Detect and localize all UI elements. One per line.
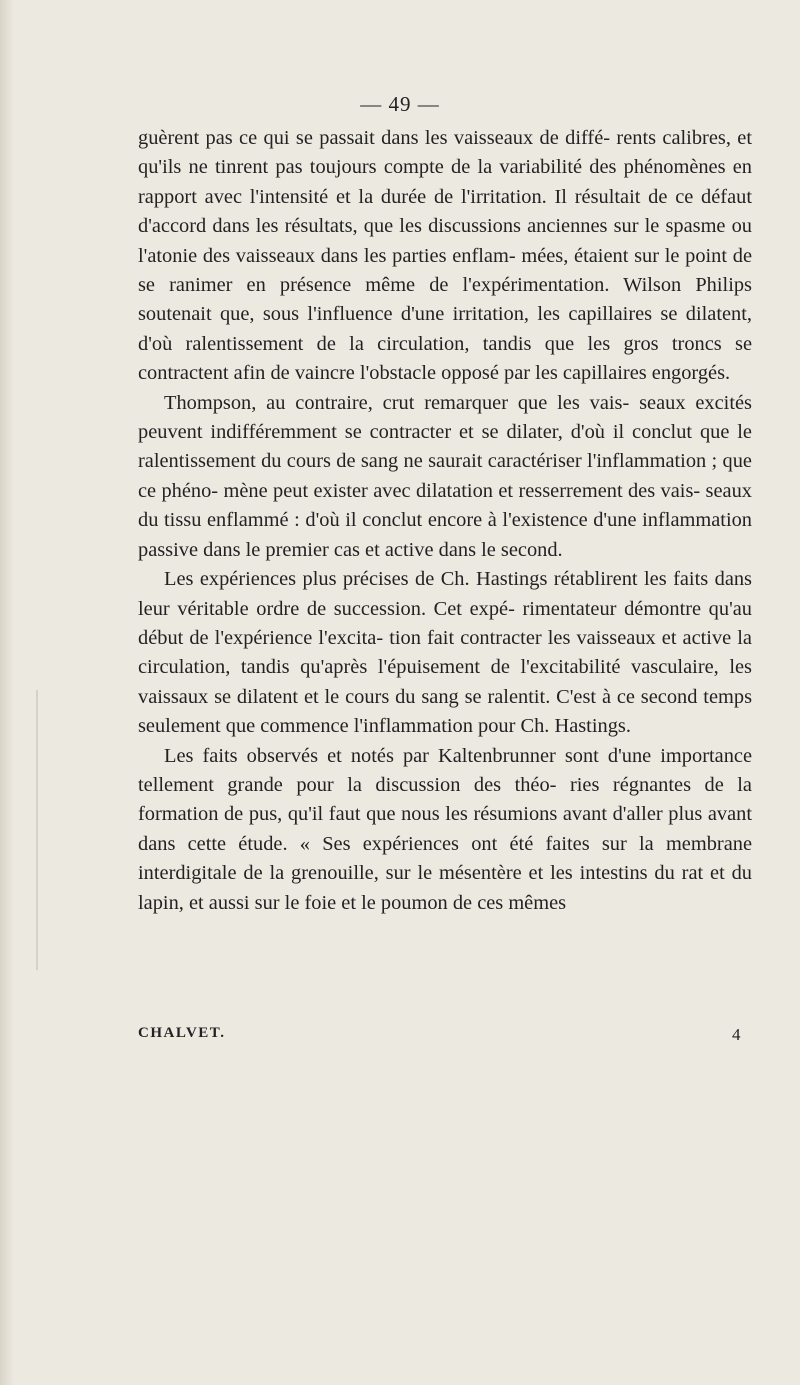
page-number: — 49 —: [360, 92, 440, 116]
page-footer: [138, 1025, 752, 1047]
paragraph-4: Les faits observés et notés par Kaltenbrunner sont d'une importance tellement grande pour la discussion des théo- ries régnantes de la formation de pus, qu'il faut que nous les résumions avant d'aller plus avant dans cette étude. « Ses expériences ont été faites sur la membrane interdigitale de la grenouille, sur le mésentère et les intestins du rat et du lapin, et aussi sur le foie et le poumon de ces mêmes: [138, 744, 752, 914]
paragraph-1: guèrent pas ce qui se passait dans les vaisseaux de diffé- rents calibres, et qu'ils ne tinrent pas toujours compte de la variabilité des phénomènes en rapport avec l'intensité et la durée de l'irritation. Il résultait de ce défaut d'accord dans les résultats, que les discussions anciennes sur le spasme ou l'atonie des vaisseaux dans les parties enflam- mées, étaient sur le point de se ranimer en présence même de l'expérimentation. Wilson Philips soutenait que, sous l'influence d'une irritation, les capillaires se dilatent, d'où ralentissement de la circulation, tandis que les gros troncs se contractent afin de vaincre l'obstacle opposé par les capillaires engorgés.: [138, 127, 752, 385]
sheet-number: 4: [732, 1025, 742, 1044]
paragraph-2: Thompson, au contraire, crut remarquer que les vais- seaux excités peuvent indifféremment se contracter et se dilater, d'où il conclut que le ralentissement du cours de sang ne saurait caractériser l'inflammation ; que ce phéno- mène peut exister avec dilatation et resserrement des vais- seaux du tissu enflammé : d'où il conclut encore à l'existence d'une inflammation passive dans le premier cas et active dans le second.: [138, 391, 752, 561]
paragraph-3: Les expériences plus précises de Ch. Hastings rétablirent les faits dans leur véritable ordre de succession. Cet expé- rimentateur démontre qu'au début de l'expérience l'excita- tion fait contracter les vaisseaux et active la circulation, tandis qu'après l'épuisement de l'excitabilité vasculaire, les vaissaux se dilatent et le cours du sang se ralentit. C'est à ce second temps seulement que commence l'inflammation pour Ch. Hastings.: [138, 568, 752, 738]
page-edge-shadow: [0, 0, 14, 1385]
gutter-mark: [36, 690, 38, 970]
printer-signature: CHALVET.: [138, 1025, 226, 1041]
body-text: [138, 124, 752, 918]
